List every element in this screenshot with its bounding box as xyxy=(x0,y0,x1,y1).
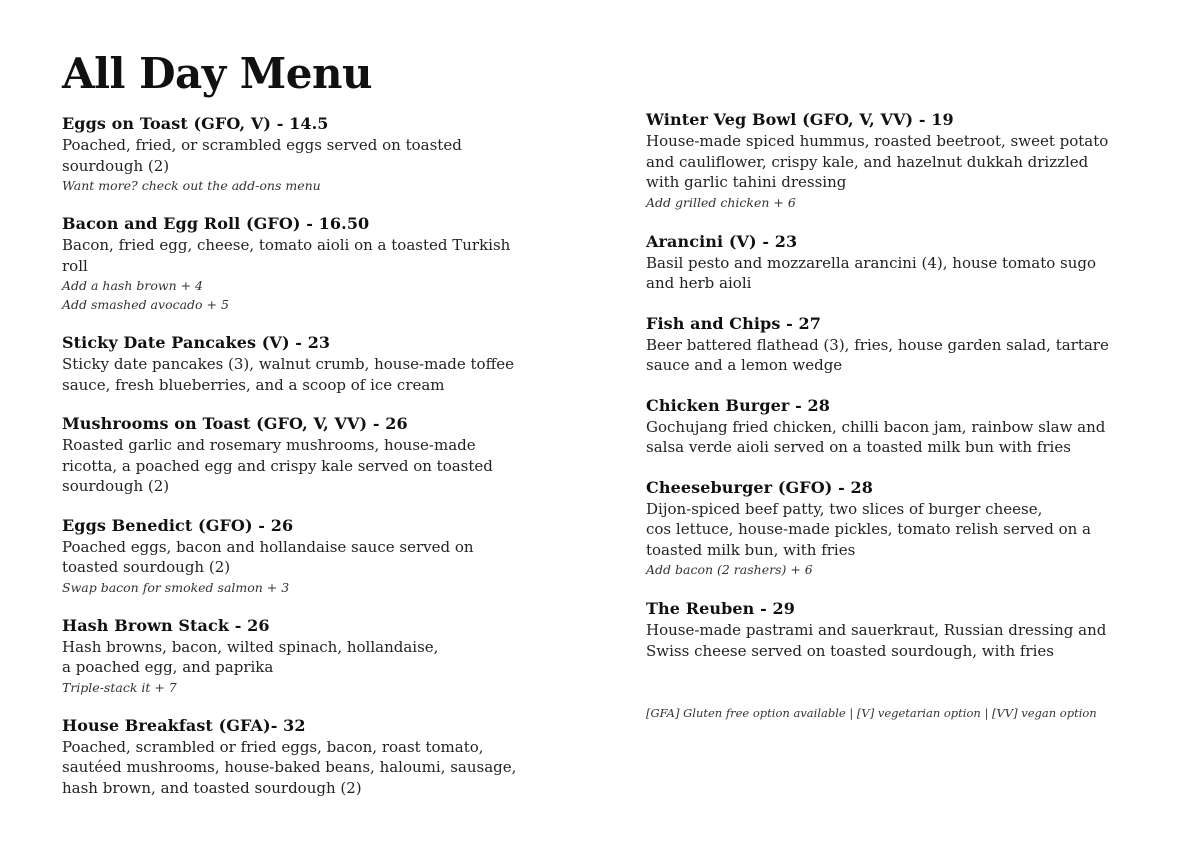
menu-item-title: Chicken Burger - 28 xyxy=(646,395,830,415)
menu-item xyxy=(62,515,562,597)
menu-item-description-line: Gochujang fried chicken, chilli bacon jam, rainbow slaw and xyxy=(646,417,1106,436)
menu-item-description-line: Poached eggs, bacon and hollandaise sauce served on xyxy=(62,537,474,556)
menu-item-description-line: sourdough (2) xyxy=(62,156,170,175)
menu-item xyxy=(646,477,1146,580)
menu-item-description-line: Poached, scrambled or fried eggs, bacon, roast tomato, xyxy=(62,737,484,756)
menu-item xyxy=(62,413,562,497)
menu-item-description-line: a poached egg, and paprika xyxy=(62,658,274,676)
menu-item-description-line: sauce and a lemon wedge xyxy=(646,356,843,374)
menu-column-right xyxy=(646,109,1146,680)
menu-item-addon-note: Swap bacon for smoked salmon + 3 xyxy=(62,579,290,595)
menu-item-description-line: and cauliflower, crispy kale, and hazelnut dukkah drizzled xyxy=(646,152,1089,171)
menu-item-description-line: toasted sourdough (2) xyxy=(62,558,231,576)
menu-item-title: Bacon and Egg Roll (GFO) - 16.50 xyxy=(62,214,370,233)
menu-title: All Day Menu xyxy=(62,49,373,98)
menu-item-description-line: Dijon-spiced beef patty, two slices of burger cheese, xyxy=(646,499,1043,518)
menu-item-description-line: sautéed mushrooms, house-baked beans, haloumi, sausage, xyxy=(62,758,517,776)
menu-item-description-line: Beer battered flathead (3), fries, house garden salad, tartare xyxy=(646,335,1109,354)
menu-item-description-line: salsa verde aioli served on a toasted milk bun with fries xyxy=(646,438,1071,456)
menu-item-title: Mushrooms on Toast (GFO, V, VV) - 26 xyxy=(62,414,408,433)
menu-item-description-line: Sticky date pancakes (3), walnut crumb, house-made toffee xyxy=(62,355,514,373)
menu-item xyxy=(646,395,1146,458)
menu-item-addon-note: Add smashed avocado + 5 xyxy=(62,297,229,312)
menu-item-description-line: House-made pastrami and sauerkraut, Russian dressing and xyxy=(646,621,1107,639)
menu-item-description-line: sauce, fresh blueberries, and a scoop of ice cream xyxy=(62,375,445,394)
dietary-legend: [GFA] Gluten free option available | [V] vegetarian option | [VV] vegan option xyxy=(646,706,1097,720)
menu-item-title: Winter Veg Bowl (GFO, V, VV) - 19 xyxy=(646,110,954,129)
menu-item xyxy=(646,231,1146,294)
menu-item-addon-note: Add bacon (2 rashers) + 6 xyxy=(646,562,813,577)
menu-item-description-line: with garlic tahini dressing xyxy=(646,173,847,191)
menu-item-description-line: Basil pesto and mozzarella arancini (4), house tomato sugo xyxy=(646,253,1097,272)
menu-item-description-line: Swiss cheese served on toasted sourdough, with fries xyxy=(646,641,1054,660)
menu-item xyxy=(62,332,562,395)
menu-item-description-line: sourdough (2) xyxy=(62,477,170,495)
menu-item xyxy=(62,715,562,799)
menu-item-title: Fish and Chips - 27 xyxy=(646,313,821,333)
menu-item xyxy=(646,109,1146,212)
menu-item xyxy=(646,313,1146,376)
menu-item-addon-note: Want more? check out the add-ons menu xyxy=(62,178,321,193)
menu-item-addon-note: Add grilled chicken + 6 xyxy=(646,194,796,210)
menu-item-title: Eggs Benedict (GFO) - 26 xyxy=(62,515,294,535)
menu-item-description-line: Hash browns, bacon, wilted spinach, hollandaise, xyxy=(62,637,439,656)
menu-item-description-line: House-made spiced hummus, roasted beetroot, sweet potato xyxy=(646,132,1109,150)
menu-item-title: Hash Brown Stack - 26 xyxy=(62,615,270,635)
menu-item-description-line: Poached, fried, or scrambled eggs served on toasted xyxy=(62,136,462,154)
menu-item xyxy=(646,598,1146,661)
menu-column-left xyxy=(62,113,562,816)
menu-item xyxy=(62,615,562,697)
menu-item-description-line: toasted milk bun, with fries xyxy=(646,540,856,559)
menu-item-addon-note: Add a hash brown + 4 xyxy=(62,278,203,293)
menu-item-title: The Reuben - 29 xyxy=(646,599,795,618)
menu-item-description-line: roll xyxy=(62,256,88,275)
menu-item-title: Eggs on Toast (GFO, V) - 14.5 xyxy=(62,114,329,133)
menu-item xyxy=(62,213,562,314)
menu-item-description-line: Roasted garlic and rosemary mushrooms, house-made xyxy=(62,436,476,454)
menu-item-description-line: cos lettuce, house-made pickles, tomato relish served on a xyxy=(646,520,1091,538)
menu-item-title: Sticky Date Pancakes (V) - 23 xyxy=(62,333,331,352)
menu-item xyxy=(62,113,562,195)
menu-item-description-line: Bacon, fried egg, cheese, tomato aioli on a toasted Turkish xyxy=(62,236,511,254)
menu-item-description-line: hash brown, and toasted sourdough (2) xyxy=(62,778,362,797)
menu-item-description-line: and herb aioli xyxy=(646,274,752,292)
menu-item-title: House Breakfast (GFA)- 32 xyxy=(62,715,306,735)
menu-item-addon-note: Triple-stack it + 7 xyxy=(62,679,177,695)
menu-item-title: Arancini (V) - 23 xyxy=(646,231,798,251)
menu-item-description-line: ricotta, a poached egg and crispy kale served on toasted xyxy=(62,456,493,475)
menu-item-title: Cheeseburger (GFO) - 28 xyxy=(646,477,873,497)
